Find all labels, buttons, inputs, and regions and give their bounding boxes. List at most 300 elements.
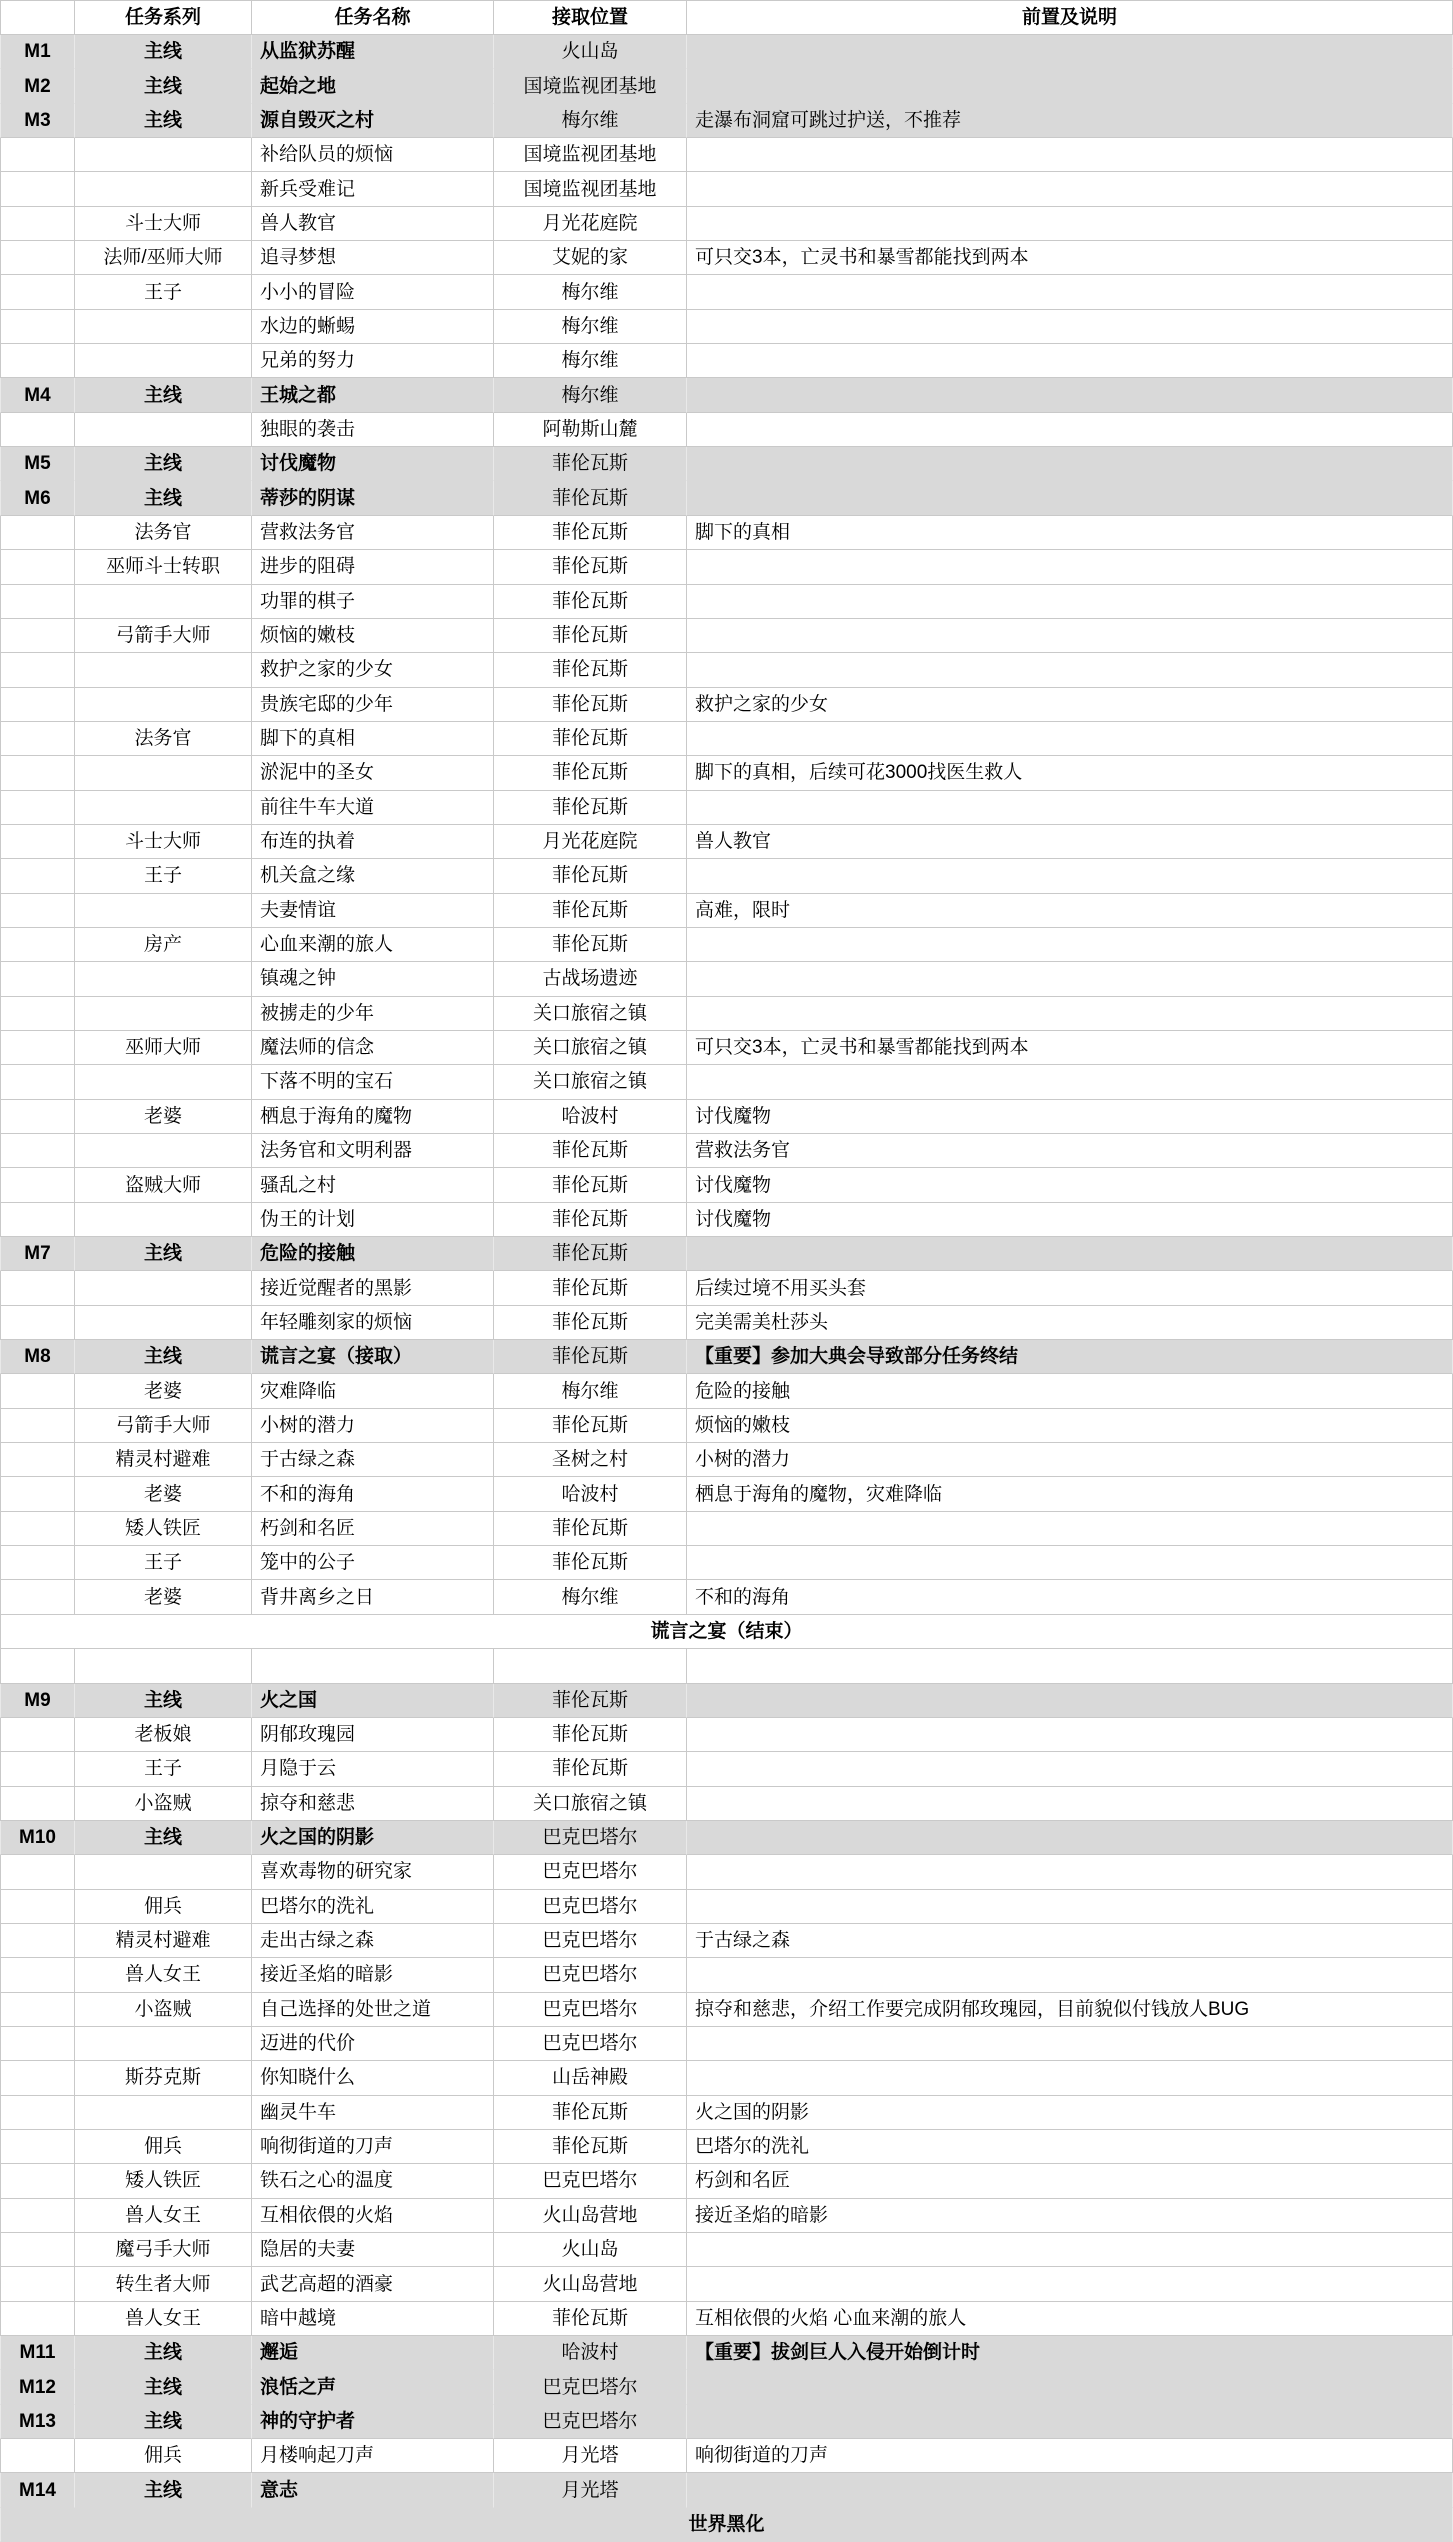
location-cell: 巴克巴塔尔 [494, 1958, 687, 1992]
notes-cell [687, 722, 1453, 756]
notes-cell: 栖息于海角的魔物，灾难降临 [687, 1477, 1453, 1511]
row-id-cell [0, 653, 75, 687]
notes-cell: 烦恼的嫩枝 [687, 1409, 1453, 1443]
series-cell: 王子 [75, 275, 252, 309]
row-id-cell [0, 791, 75, 825]
location-cell: 哈波村 [494, 1100, 687, 1134]
quest-name-cell: 小树的潜力 [252, 1409, 494, 1443]
location-cell: 菲伦瓦斯 [494, 1237, 687, 1271]
location-cell: 火山岛营地 [494, 2267, 687, 2301]
notes-cell [687, 859, 1453, 893]
header-notes-cell: 前置及说明 [687, 0, 1453, 35]
quest-name-cell: 王城之都 [252, 378, 494, 412]
main-quest-row [0, 104, 1453, 138]
quest-name-cell: 巴塔尔的洗礼 [252, 1890, 494, 1924]
notes-cell [687, 928, 1453, 962]
quest-name-cell: 镇魂之钟 [252, 962, 494, 996]
row-id-cell: M5 [0, 447, 75, 481]
notes-cell: 脚下的真相，后续可花3000找医生救人 [687, 756, 1453, 790]
quest-name-cell: 兄弟的努力 [252, 344, 494, 378]
quest-row [0, 1718, 1453, 1752]
row-id-cell: M14 [0, 2473, 75, 2507]
series-cell: 斗士大师 [75, 825, 252, 859]
quest-row [0, 825, 1453, 859]
quest-row [0, 2027, 1453, 2061]
quest-name-cell: 独眼的袭击 [252, 413, 494, 447]
main-quest-row [0, 1237, 1453, 1271]
row-id-cell [0, 2233, 75, 2267]
notes-cell [687, 1855, 1453, 1889]
row-id-cell [0, 688, 75, 722]
row-id-cell [0, 756, 75, 790]
main-quest-row [0, 1684, 1453, 1718]
quest-row [0, 1409, 1453, 1443]
quest-name-cell: 小小的冒险 [252, 275, 494, 309]
quest-name-cell: 朽剑和名匠 [252, 1512, 494, 1546]
location-cell: 梅尔维 [494, 344, 687, 378]
series-cell [75, 653, 252, 687]
row-id-cell [0, 928, 75, 962]
series-cell: 主线 [75, 2336, 252, 2370]
quest-row [0, 207, 1453, 241]
notes-cell: 高难，限时 [687, 894, 1453, 928]
quest-name-cell: 下落不明的宝石 [252, 1065, 494, 1099]
row-id-cell [0, 1477, 75, 1511]
series-cell: 老板娘 [75, 1718, 252, 1752]
quest-name-cell: 接近圣焰的暗影 [252, 1958, 494, 1992]
series-cell [75, 1306, 252, 1340]
series-cell: 矮人铁匠 [75, 1512, 252, 1546]
quest-name-cell: 隐居的夫妻 [252, 2233, 494, 2267]
location-cell: 梅尔维 [494, 310, 687, 344]
series-cell: 转生者大师 [75, 2267, 252, 2301]
series-cell: 主线 [75, 378, 252, 412]
row-id-cell [0, 241, 75, 275]
series-cell: 主线 [75, 2370, 252, 2404]
row-id-cell [0, 997, 75, 1031]
row-id-cell [0, 1890, 75, 1924]
series-cell: 兽人女王 [75, 2302, 252, 2336]
quest-row [0, 1855, 1453, 1889]
main-quest-row [0, 69, 1453, 103]
location-cell: 关口旅宿之镇 [494, 997, 687, 1031]
row-id-cell [0, 2061, 75, 2095]
series-cell: 小盗贼 [75, 1993, 252, 2027]
quest-row [0, 550, 1453, 584]
location-cell: 菲伦瓦斯 [494, 791, 687, 825]
notes-cell [687, 653, 1453, 687]
quest-row [0, 1443, 1453, 1477]
location-cell: 菲伦瓦斯 [494, 859, 687, 893]
quest-row [0, 310, 1453, 344]
location-cell: 巴克巴塔尔 [494, 1855, 687, 1889]
location-cell: 梅尔维 [494, 104, 687, 138]
quest-name-cell: 贵族宅邸的少年 [252, 688, 494, 722]
location-cell: 菲伦瓦斯 [494, 2096, 687, 2130]
series-cell: 主线 [75, 481, 252, 515]
row-id-cell [0, 1855, 75, 1889]
notes-cell [687, 1237, 1453, 1271]
series-cell [75, 413, 252, 447]
notes-cell [687, 1718, 1453, 1752]
quest-name-cell: 谎言之宴（接取） [252, 1340, 494, 1374]
main-quest-row [0, 35, 1453, 69]
location-cell: 巴克巴塔尔 [494, 1924, 687, 1958]
row-id-cell [0, 1993, 75, 2027]
location-cell: 菲伦瓦斯 [494, 481, 687, 515]
series-cell [75, 344, 252, 378]
quest-name-cell: 邂逅 [252, 2336, 494, 2370]
notes-cell: 巴塔尔的洗礼 [687, 2130, 1453, 2164]
row-id-cell: M9 [0, 1684, 75, 1718]
quest-row [0, 1203, 1453, 1237]
location-cell: 哈波村 [494, 1477, 687, 1511]
notes-cell: 危险的接触 [687, 1374, 1453, 1408]
location-cell: 菲伦瓦斯 [494, 1409, 687, 1443]
series-cell: 主线 [75, 1237, 252, 1271]
quest-name-cell: 阴郁玫瑰园 [252, 1718, 494, 1752]
quest-row [0, 1890, 1453, 1924]
series-cell: 魔弓手大师 [75, 2233, 252, 2267]
quest-name-cell: 进步的阻碍 [252, 550, 494, 584]
quest-row [0, 2096, 1453, 2130]
location-cell: 菲伦瓦斯 [494, 550, 687, 584]
quest-row [0, 791, 1453, 825]
quest-row [0, 688, 1453, 722]
notes-cell: 接近圣焰的暗影 [687, 2199, 1453, 2233]
notes-cell: 【重要】拔剑巨人入侵开始倒计时 [687, 2336, 1453, 2370]
location-cell: 菲伦瓦斯 [494, 2130, 687, 2164]
series-cell [75, 688, 252, 722]
row-id-cell [0, 1134, 75, 1168]
quest-name-cell: 接近觉醒者的黑影 [252, 1271, 494, 1305]
notes-cell [687, 1684, 1453, 1718]
quest-row [0, 172, 1453, 206]
main-quest-row [0, 2473, 1453, 2507]
row-id-cell [0, 1203, 75, 1237]
row-id-cell [0, 310, 75, 344]
row-id-cell [0, 1718, 75, 1752]
location-cell: 菲伦瓦斯 [494, 1340, 687, 1374]
notes-cell [687, 550, 1453, 584]
quest-name-cell: 淤泥中的圣女 [252, 756, 494, 790]
quest-name-cell: 夫妻情谊 [252, 894, 494, 928]
series-cell: 盗贼大师 [75, 1168, 252, 1202]
notes-cell: 响彻街道的刀声 [687, 2439, 1453, 2473]
quest-name-cell: 月楼响起刀声 [252, 2439, 494, 2473]
quest-row [0, 1374, 1453, 1408]
row-id-cell [0, 585, 75, 619]
location-cell: 月光花庭院 [494, 207, 687, 241]
series-cell: 斯芬克斯 [75, 2061, 252, 2095]
notes-cell: 后续过境不用买头套 [687, 1271, 1453, 1305]
notes-cell: 朽剑和名匠 [687, 2164, 1453, 2198]
series-cell [75, 1203, 252, 1237]
quest-name-cell: 机关盒之缘 [252, 859, 494, 893]
quest-table-body [0, 35, 1453, 2542]
series-cell [75, 962, 252, 996]
quest-row [0, 2164, 1453, 2198]
notes-cell [687, 35, 1453, 69]
notes-cell [687, 1958, 1453, 1992]
quest-name-cell: 走出古绿之森 [252, 1924, 494, 1958]
quest-name-cell: 笼中的公子 [252, 1546, 494, 1580]
quest-row [0, 138, 1453, 172]
quest-row [0, 2130, 1453, 2164]
quest-row [0, 1787, 1453, 1821]
series-cell: 精灵村避难 [75, 1924, 252, 1958]
row-id-cell [0, 1443, 75, 1477]
row-id-cell [0, 825, 75, 859]
series-cell [75, 791, 252, 825]
row-id-cell [0, 1271, 75, 1305]
quest-name-cell: 年轻雕刻家的烦恼 [252, 1306, 494, 1340]
notes-cell [687, 2061, 1453, 2095]
location-cell: 月光花庭院 [494, 825, 687, 859]
notes-cell [687, 138, 1453, 172]
series-cell [75, 1134, 252, 1168]
series-cell [75, 585, 252, 619]
quest-row [0, 241, 1453, 275]
location-cell: 巴克巴塔尔 [494, 2027, 687, 2061]
quest-row [0, 894, 1453, 928]
notes-cell: 营救法务官 [687, 1134, 1453, 1168]
location-cell: 菲伦瓦斯 [494, 1512, 687, 1546]
section-banner-row [0, 2508, 1453, 2542]
series-cell: 主线 [75, 2473, 252, 2507]
series-cell: 矮人铁匠 [75, 2164, 252, 2198]
series-cell: 小盗贼 [75, 1787, 252, 1821]
notes-cell [687, 378, 1453, 412]
main-quest-row [0, 447, 1453, 481]
location-cell: 梅尔维 [494, 378, 687, 412]
quest-name-cell: 被掳走的少年 [252, 997, 494, 1031]
row-id-cell [0, 1649, 75, 1683]
notes-cell: 讨伐魔物 [687, 1168, 1453, 1202]
quest-name-cell: 营救法务官 [252, 516, 494, 550]
quest-name-cell: 不和的海角 [252, 1477, 494, 1511]
row-id-cell [0, 1031, 75, 1065]
series-cell: 兽人女王 [75, 2199, 252, 2233]
quest-name-cell: 铁石之心的温度 [252, 2164, 494, 2198]
location-cell: 梅尔维 [494, 1580, 687, 1614]
location-cell: 关口旅宿之镇 [494, 1031, 687, 1065]
quest-name-cell: 背井离乡之日 [252, 1580, 494, 1614]
quest-name-cell: 响彻街道的刀声 [252, 2130, 494, 2164]
quest-name-cell: 补给队员的烦恼 [252, 138, 494, 172]
quest-name-cell: 心血来潮的旅人 [252, 928, 494, 962]
notes-cell [687, 172, 1453, 206]
row-id-cell [0, 2027, 75, 2061]
row-id-cell: M11 [0, 2336, 75, 2370]
location-cell: 菲伦瓦斯 [494, 1271, 687, 1305]
notes-cell [687, 1512, 1453, 1546]
quest-row [0, 653, 1453, 687]
quest-name-cell: 脚下的真相 [252, 722, 494, 756]
quest-name-cell: 危险的接触 [252, 1237, 494, 1271]
series-cell: 主线 [75, 447, 252, 481]
quest-row [0, 1546, 1453, 1580]
quest-row [0, 2267, 1453, 2301]
location-cell: 巴克巴塔尔 [494, 1890, 687, 1924]
row-id-cell: M10 [0, 1821, 75, 1855]
row-id-cell: M4 [0, 378, 75, 412]
notes-cell: 走瀑布洞窟可跳过护送，不推荐 [687, 104, 1453, 138]
location-cell: 菲伦瓦斯 [494, 1203, 687, 1237]
series-cell: 王子 [75, 859, 252, 893]
table-header [0, 0, 1453, 35]
series-cell [75, 1649, 252, 1683]
notes-cell: 于古绿之森 [687, 1924, 1453, 1958]
quest-row [0, 756, 1453, 790]
row-id-cell [0, 2199, 75, 2233]
quest-name-cell: 兽人教官 [252, 207, 494, 241]
row-id-cell: M13 [0, 2405, 75, 2439]
notes-cell [687, 447, 1453, 481]
location-cell: 国境监视团基地 [494, 69, 687, 103]
location-cell: 菲伦瓦斯 [494, 722, 687, 756]
series-cell: 老婆 [75, 1580, 252, 1614]
series-cell: 主线 [75, 2405, 252, 2439]
row-id-cell [0, 1787, 75, 1821]
notes-cell [687, 69, 1453, 103]
quest-name-cell: 幽灵牛车 [252, 2096, 494, 2130]
main-quest-row [0, 1821, 1453, 1855]
series-cell [75, 138, 252, 172]
notes-cell [687, 481, 1453, 515]
notes-cell [687, 1065, 1453, 1099]
quest-name-cell: 前往牛车大道 [252, 791, 494, 825]
quest-name-cell: 于古绿之森 [252, 1443, 494, 1477]
notes-cell: 小树的潜力 [687, 1443, 1453, 1477]
series-cell: 老婆 [75, 1374, 252, 1408]
main-quest-row [0, 2336, 1453, 2370]
location-cell: 火山岛营地 [494, 2199, 687, 2233]
quest-row [0, 619, 1453, 653]
quest-row [0, 962, 1453, 996]
location-cell: 火山岛 [494, 2233, 687, 2267]
row-id-cell [0, 2439, 75, 2473]
row-id-cell [0, 516, 75, 550]
quest-row [0, 585, 1453, 619]
row-id-cell [0, 413, 75, 447]
row-id-cell: M1 [0, 35, 75, 69]
series-cell [75, 2027, 252, 2061]
notes-cell: 不和的海角 [687, 1580, 1453, 1614]
header-row [0, 0, 1453, 35]
row-id-cell [0, 859, 75, 893]
location-cell [494, 1649, 687, 1683]
quest-row [0, 2439, 1453, 2473]
location-cell: 梅尔维 [494, 1374, 687, 1408]
location-cell: 菲伦瓦斯 [494, 447, 687, 481]
quest-name-cell: 蒂莎的阴谋 [252, 481, 494, 515]
main-quest-row [0, 378, 1453, 412]
quest-name-cell: 掠夺和慈悲 [252, 1787, 494, 1821]
notes-cell: 火之国的阴影 [687, 2096, 1453, 2130]
row-id-cell: M3 [0, 104, 75, 138]
notes-cell: 兽人教官 [687, 825, 1453, 859]
series-cell: 王子 [75, 1546, 252, 1580]
series-cell: 法师/巫师大师 [75, 241, 252, 275]
notes-cell [687, 207, 1453, 241]
series-cell: 兽人女王 [75, 1958, 252, 1992]
quest-name-cell: 水边的蜥蜴 [252, 310, 494, 344]
notes-cell [687, 2405, 1453, 2439]
row-id-cell [0, 722, 75, 756]
series-cell [75, 172, 252, 206]
series-cell: 法务官 [75, 722, 252, 756]
row-id-cell [0, 1409, 75, 1443]
row-id-cell [0, 275, 75, 309]
series-cell: 房产 [75, 928, 252, 962]
series-cell [75, 2096, 252, 2130]
row-id-cell [0, 172, 75, 206]
row-id-cell [0, 344, 75, 378]
row-id-cell [0, 1065, 75, 1099]
quest-row [0, 413, 1453, 447]
quest-row [0, 1752, 1453, 1786]
series-cell: 法务官 [75, 516, 252, 550]
series-cell: 佣兵 [75, 2439, 252, 2473]
notes-cell [687, 962, 1453, 996]
series-cell: 主线 [75, 1821, 252, 1855]
location-cell: 菲伦瓦斯 [494, 1718, 687, 1752]
location-cell: 菲伦瓦斯 [494, 688, 687, 722]
location-cell: 月光塔 [494, 2473, 687, 2507]
row-id-cell [0, 2096, 75, 2130]
location-cell: 巴克巴塔尔 [494, 1821, 687, 1855]
row-id-cell [0, 962, 75, 996]
notes-cell: 掠夺和慈悲，介绍工作要完成阴郁玫瑰园，目前貌似付钱放人BUG [687, 1993, 1453, 2027]
notes-cell [687, 2267, 1453, 2301]
quest-row [0, 1134, 1453, 1168]
section-banner-label: 谎言之宴（结束） [0, 1615, 1453, 1649]
series-cell: 主线 [75, 69, 252, 103]
location-cell: 火山岛 [494, 35, 687, 69]
notes-cell [687, 2233, 1453, 2267]
location-cell: 山岳神殿 [494, 2061, 687, 2095]
notes-cell: 可只交3本，亡灵书和暴雪都能找到两本 [687, 1031, 1453, 1065]
series-cell: 老婆 [75, 1100, 252, 1134]
location-cell: 菲伦瓦斯 [494, 516, 687, 550]
location-cell: 关口旅宿之镇 [494, 1065, 687, 1099]
notes-cell: 讨伐魔物 [687, 1100, 1453, 1134]
quest-row [0, 997, 1453, 1031]
quest-name-cell: 月隐于云 [252, 1752, 494, 1786]
location-cell: 国境监视团基地 [494, 138, 687, 172]
notes-cell: 可只交3本，亡灵书和暴雪都能找到两本 [687, 241, 1453, 275]
series-cell [75, 997, 252, 1031]
quest-row [0, 859, 1453, 893]
row-id-cell [0, 138, 75, 172]
location-cell: 古战场遗迹 [494, 962, 687, 996]
location-cell: 菲伦瓦斯 [494, 1306, 687, 1340]
series-cell: 精灵村避难 [75, 1443, 252, 1477]
row-id-cell [0, 1374, 75, 1408]
location-cell: 菲伦瓦斯 [494, 1752, 687, 1786]
series-cell: 斗士大师 [75, 207, 252, 241]
quest-name-cell: 魔法师的信念 [252, 1031, 494, 1065]
row-id-cell [0, 207, 75, 241]
row-id-cell: M7 [0, 1237, 75, 1271]
location-cell: 圣树之村 [494, 1443, 687, 1477]
notes-cell [687, 1546, 1453, 1580]
series-cell [75, 310, 252, 344]
quest-name-cell: 新兵受难记 [252, 172, 494, 206]
notes-cell [687, 997, 1453, 1031]
quest-row [0, 1100, 1453, 1134]
